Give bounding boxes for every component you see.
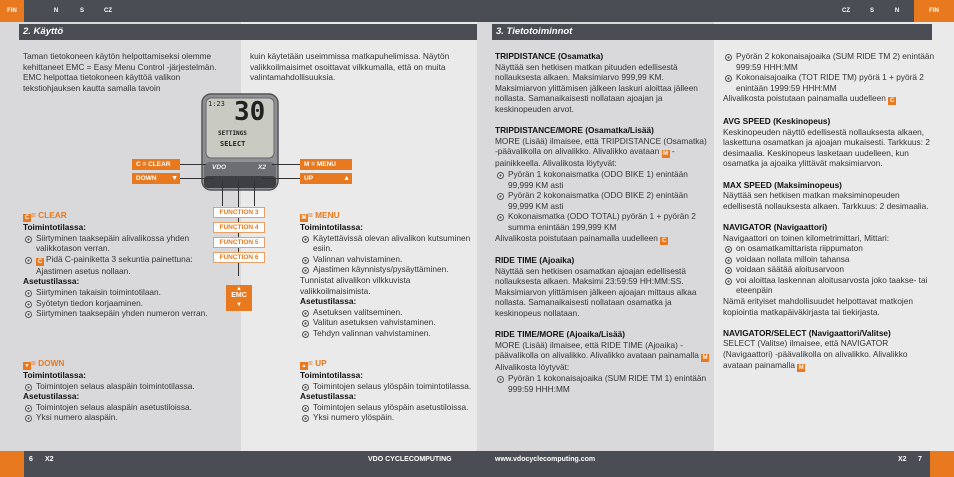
clear-set-item: Syötetyn tiedon korjaaminen. [23,298,218,309]
ridemore-item: Pyörän 2 kokonaisajoaika (SUM RIDE TM 2) enintään 999:59 HHH:MM [723,51,938,72]
m-key-icon: M [798,364,804,371]
up-set-item: Yksi numero ylöspäin. [300,412,475,423]
navigator-item: voidaan nollata milloin tahansa [723,254,938,265]
up-func-item: Toimintojen selaus ylöspäin toimintotilassa. [300,381,475,392]
down-func-item: Toimintojen selaus alaspäin toimintotilassa. [23,381,218,392]
ridemore-text: MORE (Lisää) ilmaisee, että RIDE TIME (Ajoaika) -päävalikolla on alivalikko. Alivalikko avataan painamalla M Alivalikosta löytyvät: [495,339,708,373]
tripmore-item: Kokonaismatka (ODO TOTAL) pyörän 1 + pyörän 2 summa enintään 199,999 KM [495,211,710,232]
footer-model-right: X2 [898,456,907,463]
m-key-icon: M [702,355,708,362]
menu-func-item: Ajastimen käynnistys/pysäyttäminen. [300,264,475,275]
navselect-title: NAVIGATOR/SELECT (Navigaattori/Valitse) [723,327,891,338]
clear-func-item: Siirtyminen taaksepäin alivalikossa yhden valikkotason verran. [23,233,218,254]
up-func-mode: Toimintotilassa: [300,370,364,380]
down-set-mode: Asetustilassa: [23,391,80,402]
function-connector-right [254,180,255,206]
menu-func-item: Valinnan vahvistaminen. [300,254,475,265]
menu-set-item: Tehdyn valinnan vahvistaminen. [300,328,475,339]
c-key-icon: C [889,98,895,105]
ridemore-title: RIDE TIME/MORE (Ajoaika/Lisää) [495,329,626,340]
up-label: UP ▲ [300,173,352,184]
ridemore-item: Pyörän 1 kokonaisajoaika (SUM RIDE TM 1) enintään 999:59 HHH:MM [495,373,710,394]
function-5-label: FUNCTION 5 [213,237,265,248]
footer-model-left: X2 [45,456,54,463]
emc-logo: EMC ▲ ▼ [226,285,252,311]
clear-block [23,210,218,319]
tripmore-item: Pyörän 1 kokonaismatka (ODO BIKE 1) enintään 99,999 KM asti [495,169,710,190]
tripmore-title: TRIPDISTANCE/MORE (Osamatka/Lisää) [495,125,654,136]
footer-accent-right [930,451,954,477]
menu-set-item: Valitun asetuksen vahvistaminen. [300,317,475,328]
lang-tab-n: N [894,8,900,14]
device-display-settings: SETTINGS [218,130,247,137]
tripdistance-title: TRIPDISTANCE (Osamatka) [495,51,604,61]
intro-text: Taman tietokoneen käytön helpottamiseksi olemme kehittaneet EMC = Easy Menu Control -järjestelmän. EMC helpottaa tietokoneen käyttöä valikon tekstiohjauksen kautta samalla tavoin [23,51,217,93]
m-menu-label: M = MENU [300,159,352,170]
clear-set-mode: Asetustilassa: [23,276,80,287]
lang-tab-cz: CZ [104,8,112,14]
up-set-item: Toimintojen selaus ylöspäin asetustiloissa. [300,402,475,413]
down-set-item: Toimintojen selaus alaspäin asetustiloissa. [23,402,218,413]
device-illustration [200,92,280,192]
c-button-line [180,164,206,165]
m-button-line [272,164,300,165]
function-3-label: FUNCTION 3 [213,207,265,218]
ridetime-text: Näyttää sen hetkisen osamatkan ajoajan edellisestä nollauksesta alkaen. Maksimi 23:59:59 HH:MM:SS. Maksimiarvon ylittämisen jälkeen ajoajan mittaus alkaa nollasta. Samanaikaisesti nollataan osamatka ja keskinopeus nollataan. [495,265,697,319]
clear-func-item: C Pidä C-painiketta 3 sekuntia painettuna: [23,254,218,266]
ridemore-item: Kokonaisajoaika (TOT RIDE TM) pyörä 1 + pyörä 2 enintään 1999:59 HHH:MM [723,72,938,93]
right-page [477,0,954,477]
up-button-line [262,178,300,179]
clear-set-item: Siirtyminen taaksepäin yhden numeron verran. [23,308,218,319]
footer-url: www.vdocyclecomputing.com [495,456,596,463]
lang-tab-cz: CZ [842,8,850,14]
c-key-icon: C [37,258,43,265]
navigator-item: on osamatkamittarista riippumaton [723,243,938,254]
menu-set-mode: Asetustilassa: [300,296,357,307]
function-4-label: FUNCTION 4 [213,222,265,233]
c-key-icon: C [24,215,30,221]
device-model: X2 [258,164,266,171]
up-key-icon: ▲ [301,363,307,369]
function-6-label: FUNCTION 6 [213,252,265,263]
up-set-mode: Asetustilassa: [300,391,357,402]
down-label: DOWN ▼ [132,173,180,184]
down-title: = DOWN [31,358,65,368]
function-connector-left [222,180,223,206]
down-func-mode: Toimintotilassa: [23,370,87,380]
navigator-text: Navigaattori on toinen kilometrimittari, Mittari: [723,232,889,243]
language-bar-right [477,0,954,22]
lang-tab-n: N [53,8,59,14]
maxspeed-text: Näyttää sen hetkisen matkan maksiminopeuden edellisestä nollauksesta alkaen. Tarkkuus: 2 desimaalia. [723,190,929,211]
menu-set-item: Asetuksen valitseminen. [300,307,475,318]
down-key-icon: ▼ [24,363,30,369]
intro-text-cont: kuin käytetään useimmissa matkapuhelimissa. Näytön valikkoilmaisimet osoittavat vilkkumalla, että on muita valintamahdollisuuksia. [250,51,450,83]
lang-tab-s: S [79,8,84,14]
clear-func-item: Ajastimen asetus nollaan. [36,265,131,276]
ridetime-title: RIDE TIME (Ajoaika) [495,255,575,266]
lang-tab-fin: FIN [914,0,954,22]
page-number-right: 7 [918,456,922,463]
m-key-icon: M [663,151,668,158]
footer-brand: VDO CYCLECOMPUTING [368,456,452,463]
up-title: = UP [308,358,327,368]
down-set-item: Yksi numero alaspäin. [23,412,218,423]
tripmore-text: MORE (Lisää) ilmaisee, että TRIPDISTANCE (Osamatka) -päävalikolla on alivalikko. Alivalikko avataan M -painikkeella. Alivalikosta löytyvät: [495,135,707,169]
menu-block [300,210,475,339]
navigator-text2: Nämä erityiset mahdollisuudet helpottavat matkojen kopiointia matkapäiväkirjasta tai tiekirjasta. [723,296,914,317]
m-key-icon: M [301,215,307,221]
tripmore-reset: Alivalikosta poistutaan painamalla uudelleen C [495,232,667,244]
tripmore-item: Pyörän 2 kokonaismatka (ODO BIKE 2) enintään 99,999 KM asti [495,190,710,211]
avgspeed-text: Keskinopeuden näyttö edellisestä nollauksesta alkaen, laskettuna osamatkan ja ajoajan mukaisesti. Tarkkuus: 2 desimaalia. Keskinopeus lasketaan uudelleen, kun osamatka ja ajoaika ylittävät maksimiarvon. [723,126,930,169]
section-title-kaytto: 2. Käyttö [19,24,477,40]
clear-func-mode: Toimintotilassa: [23,222,87,232]
clear-title: = CLEAR [31,210,67,220]
page-number-left: 6 [29,456,33,463]
c-clear-label: C = CLEAR [132,159,180,170]
navigator-title: NAVIGATOR (Navigaattori) [723,221,828,232]
menu-func-mode: Toimintotilassa: [300,222,364,232]
clear-set-item: Siirtyminen takaisin toimintotilaan. [23,287,218,298]
c-key-icon: C [661,237,667,244]
footer-accent-left [0,451,24,477]
lang-tab-fin: FIN [0,0,24,22]
navigator-item: voi aloittaa laskennan aloitusarvosta joko taakse- tai eteenpäin [723,275,938,296]
down-block [23,358,218,423]
maxspeed-title: MAX SPEED (Maksiminopeus) [723,179,842,190]
right-column-2 [723,51,938,372]
device-brand: VDO [212,164,227,171]
navigator-item: voidaan säätää aloitusarvoon [723,264,938,275]
menu-func-item: Käytettävissä olevan alivalikon kutsuminen esiin. [300,233,475,254]
ridemore-reset: Alivalikosta poistutaan painamalla uudelleen C [723,93,895,105]
section-title-tietotoiminnot: 3. Tietotoiminnot [492,24,932,40]
device-display-top: 1:23 [208,100,225,108]
avgspeed-title: AVG SPEED (Keskinopeus) [723,115,831,126]
lang-tab-s: S [869,8,874,14]
device-display-select: SELECT [220,140,246,148]
tripdistance-text: Näyttää sen hetkisen matkan pituuden edellisestä nollauksesta alkaen. Maksimiarvo 999,99 KM. Maksimiarvon ylittämisen jälkeen laskuri aloittaa jälleen nollasta. Samanaikaisesti nollataan ajoajan ja keskinopeuden arvot. [495,61,698,114]
navselect-text: SELECT (Valitse) ilmaisee, että NAVIGATOR (Navigaattori) -päävalikolla on alivalikko. Alivalikko avataan painamalla M [723,338,908,371]
device-display-speed: 30 [234,97,266,127]
menu-title: = MENU [308,210,340,220]
language-bar-left [0,0,477,22]
down-button-line [180,178,214,179]
up-block [300,358,475,423]
menu-extra: Tunnistat alivalikon vilkkuvista valikkoilmaisimista. [300,274,411,296]
right-column-1 [495,51,710,394]
